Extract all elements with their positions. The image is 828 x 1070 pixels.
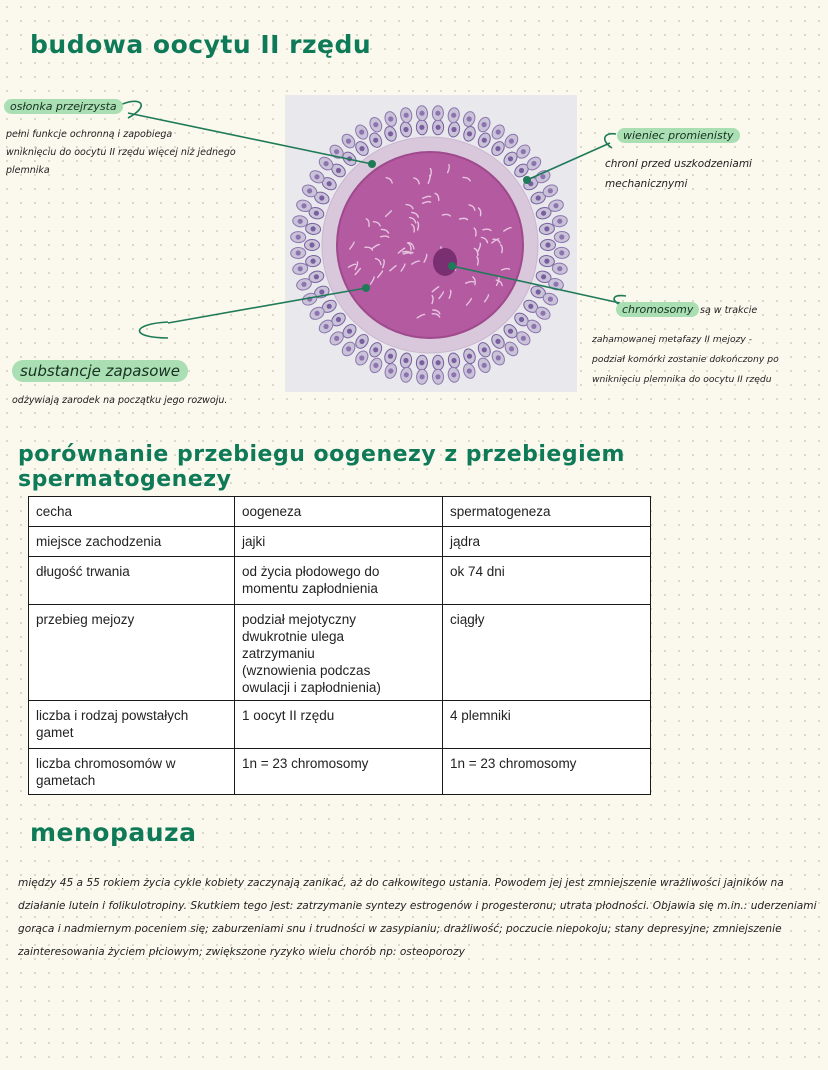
- corona-cell-nucleus: [373, 122, 378, 127]
- desc-chromosomes-first: są w trakcie: [700, 305, 758, 316]
- corona-cell-nucleus: [334, 149, 339, 154]
- corona-cell-nucleus: [548, 297, 553, 302]
- corona-cell-nucleus: [508, 156, 513, 161]
- corona-cell-nucleus: [359, 355, 364, 360]
- corona-cell-nucleus: [508, 329, 513, 334]
- corona-cell-nucleus: [451, 358, 456, 363]
- corona-cell-nucleus: [388, 131, 393, 136]
- corona-cell-nucleus: [559, 234, 564, 239]
- table-cell: spermatogeneza: [443, 497, 651, 527]
- menopause-description: między 45 a 55 rokiem życia cykle kobiety zaczynają zanikać, aż do całkowitego ustania. Powodem jej jest zmniejszenie wrażliwości jajników na działanie lutein i folikulotropiny. Skutkiem tego jest: zatrzymanie syntezy estrogenów i progesteronu; utrata płodności. Objawia się m.in.: uderzeniami gorąca i nadmiernym poceniem się; zaburzeniami snu i trudności w zasypianiu; drażliwość; poczucie niepokoju; stany depresyjne; zmniejszenie zainteresowania życiem płciowym; zwiększone ryzyko wielu chorób np: osteoporozy: [18, 877, 817, 958]
- corona-cell-nucleus: [467, 131, 472, 136]
- corona-cell-nucleus: [403, 358, 408, 363]
- table-row: [29, 605, 651, 701]
- corona-cell-nucleus: [347, 329, 352, 334]
- corona-cell-nucleus: [528, 304, 533, 309]
- title-menopause: menopauza: [30, 818, 197, 847]
- corona-cell-nucleus: [544, 226, 549, 231]
- corona-cell-nucleus: [298, 219, 303, 224]
- table-cell: liczba i rodzaj powstałych gamet: [29, 701, 235, 749]
- desc-chromosomes: zahamowanej metafazy II mejozy - podział komórki zostanie dokończony po wniknięciu plemnika do oocytu II rzędu: [592, 334, 779, 386]
- table-row: [29, 557, 651, 605]
- label-chromosomes: chromosomy: [616, 302, 699, 317]
- label-zona-pellucida: osłonka przejrzysta: [4, 99, 123, 114]
- corona-cell-nucleus: [495, 146, 500, 151]
- corona-cell-nucleus: [496, 129, 501, 134]
- corona-cell-nucleus: [307, 297, 312, 302]
- corona-cell-nucleus: [324, 324, 329, 329]
- corona-cell-nucleus: [311, 259, 316, 264]
- table-cell: ciągły: [443, 605, 651, 701]
- corona-cell-nucleus: [419, 125, 424, 130]
- corona-cell-nucleus: [314, 174, 319, 179]
- table-cell: 4 plemniki: [443, 701, 651, 749]
- corona-cell-nucleus: [509, 346, 514, 351]
- corona-cell-nucleus: [359, 339, 364, 344]
- corona-cell-nucleus: [553, 203, 558, 208]
- corona-cell-nucleus: [327, 181, 332, 186]
- corona-cell-nucleus: [404, 372, 409, 377]
- corona-cell-nucleus: [482, 347, 487, 352]
- corona-cell-nucleus: [531, 324, 536, 329]
- table-row: [29, 497, 651, 527]
- table-cell: miejsce zachodzenia: [29, 527, 235, 557]
- corona-cell-nucleus: [346, 139, 351, 144]
- table-cell: długość trwania: [29, 557, 235, 605]
- corona-cell-nucleus: [544, 259, 549, 264]
- table-cell: 1n = 23 chromosomy: [235, 749, 443, 795]
- comparison-table: [28, 496, 651, 795]
- label-corona-radiata: wieniec promienisty: [617, 128, 740, 143]
- corona-cell-nucleus: [541, 211, 546, 216]
- corona-cell-nucleus: [557, 266, 562, 271]
- corona-cell-nucleus: [373, 363, 378, 368]
- corona-cell-nucleus: [467, 354, 472, 359]
- corona-cell-nucleus: [301, 282, 306, 287]
- corona-cell-nucleus: [404, 113, 409, 118]
- table-cell: ok 74 dni: [443, 557, 651, 605]
- corona-cell-nucleus: [436, 360, 441, 365]
- corona-cell-nucleus: [495, 339, 500, 344]
- corona-cell-nucleus: [553, 282, 558, 287]
- corona-cell-nucleus: [519, 168, 524, 173]
- corona-cell-nucleus: [467, 116, 472, 121]
- nucleus-chromosomes: [433, 248, 457, 276]
- corona-cell-nucleus: [319, 289, 324, 294]
- corona-cell-nucleus: [536, 195, 541, 200]
- corona-cell-nucleus: [296, 235, 301, 240]
- table-cell: podział mejotyczny dwukrotnie ulega zatrzymaniu (wznowienia podczas owulacji i zapłodnienia): [235, 605, 443, 701]
- corona-cell-nucleus: [314, 211, 319, 216]
- corona-cell-nucleus: [451, 372, 456, 377]
- corona-cell-nucleus: [388, 116, 393, 121]
- corona-cell-nucleus: [420, 374, 425, 379]
- corona-cell-nucleus: [531, 161, 536, 166]
- corona-cell-nucleus: [436, 125, 441, 130]
- corona-cell-nucleus: [336, 168, 341, 173]
- corona-cell-nucleus: [482, 138, 487, 143]
- corona-cell-nucleus: [509, 139, 514, 144]
- desc-corona-radiata: chroni przed uszkodzeniami mechanicznymi: [605, 158, 752, 190]
- corona-cell-nucleus: [347, 156, 352, 161]
- table-cell: przebieg mejozy: [29, 605, 235, 701]
- corona-cell-nucleus: [359, 146, 364, 151]
- table-cell: od życia płodowego do momentu zapłodnienia: [235, 557, 443, 605]
- corona-cell-nucleus: [388, 368, 393, 373]
- table-cell: liczba chromosomów w gametach: [29, 749, 235, 795]
- corona-cell-nucleus: [359, 130, 364, 135]
- corona-cell-nucleus: [296, 250, 301, 255]
- corona-cell-nucleus: [435, 111, 440, 116]
- corona-cell-nucleus: [482, 122, 487, 127]
- corona-cell-nucleus: [545, 242, 550, 247]
- corona-cell-nucleus: [403, 127, 408, 132]
- corona-cell-nucleus: [373, 138, 378, 143]
- corona-cell-nucleus: [521, 149, 526, 154]
- corona-cell-nucleus: [540, 311, 545, 316]
- table-row: [29, 749, 651, 795]
- corona-cell-nucleus: [435, 374, 440, 379]
- corona-cell-nucleus: [388, 354, 393, 359]
- corona-cell-nucleus: [528, 181, 533, 186]
- corona-cell-nucleus: [541, 274, 546, 279]
- table-cell: jajki: [235, 527, 443, 557]
- corona-cell-nucleus: [540, 174, 545, 179]
- corona-cell-nucleus: [346, 346, 351, 351]
- corona-cell-nucleus: [324, 161, 329, 166]
- corona-cell-nucleus: [496, 355, 501, 360]
- table-row: [29, 527, 651, 557]
- table-cell: cecha: [29, 497, 235, 527]
- table-cell: oogeneza: [235, 497, 443, 527]
- corona-cell-nucleus: [319, 195, 324, 200]
- corona-cell-nucleus: [467, 368, 472, 373]
- title-comparison: porównanie przebiegu oogenezy z przebiegiem spermatogenezy: [18, 442, 625, 492]
- corona-cell-nucleus: [521, 336, 526, 341]
- corona-cell-nucleus: [419, 360, 424, 365]
- table-cell: jądra: [443, 527, 651, 557]
- corona-cell-nucleus: [307, 188, 312, 193]
- corona-cell-nucleus: [315, 311, 320, 316]
- table-cell: 1n = 23 chromosomy: [443, 749, 651, 795]
- corona-cell-nucleus: [334, 336, 339, 341]
- corona-cell-nucleus: [557, 219, 562, 224]
- corona-cell-nucleus: [373, 347, 378, 352]
- corona-cell-nucleus: [548, 188, 553, 193]
- title-structure: budowa oocytu II rzędu: [30, 30, 372, 59]
- table-row: [29, 701, 651, 749]
- corona-cell-nucleus: [336, 317, 341, 322]
- corona-cell-nucleus: [419, 111, 424, 116]
- table-cell: 1 oocyt II rzędu: [235, 701, 443, 749]
- corona-cell-nucleus: [309, 242, 314, 247]
- corona-cell-nucleus: [301, 203, 306, 208]
- corona-cell-nucleus: [327, 304, 332, 309]
- oocyte-diagram: [285, 95, 577, 392]
- corona-cell-nucleus: [451, 113, 456, 118]
- corona-cell-nucleus: [559, 250, 564, 255]
- corona-cell-nucleus: [482, 363, 487, 368]
- desc-reserve-substances: odżywiają zarodek na początku jego rozwoju.: [12, 395, 228, 406]
- desc-zona-pellucida: pełni funkcje ochronną i zapobiega wniknięciu do oocytu II rzędu więcej niż jednego plemnika: [6, 129, 236, 177]
- corona-cell-nucleus: [451, 127, 456, 132]
- corona-cell-nucleus: [519, 317, 524, 322]
- corona-cell-nucleus: [536, 289, 541, 294]
- label-reserve-substances: substancje zapasowe: [12, 360, 188, 382]
- corona-cell-nucleus: [314, 274, 319, 279]
- corona-cell-nucleus: [298, 266, 303, 271]
- corona-cell-nucleus: [311, 226, 316, 231]
